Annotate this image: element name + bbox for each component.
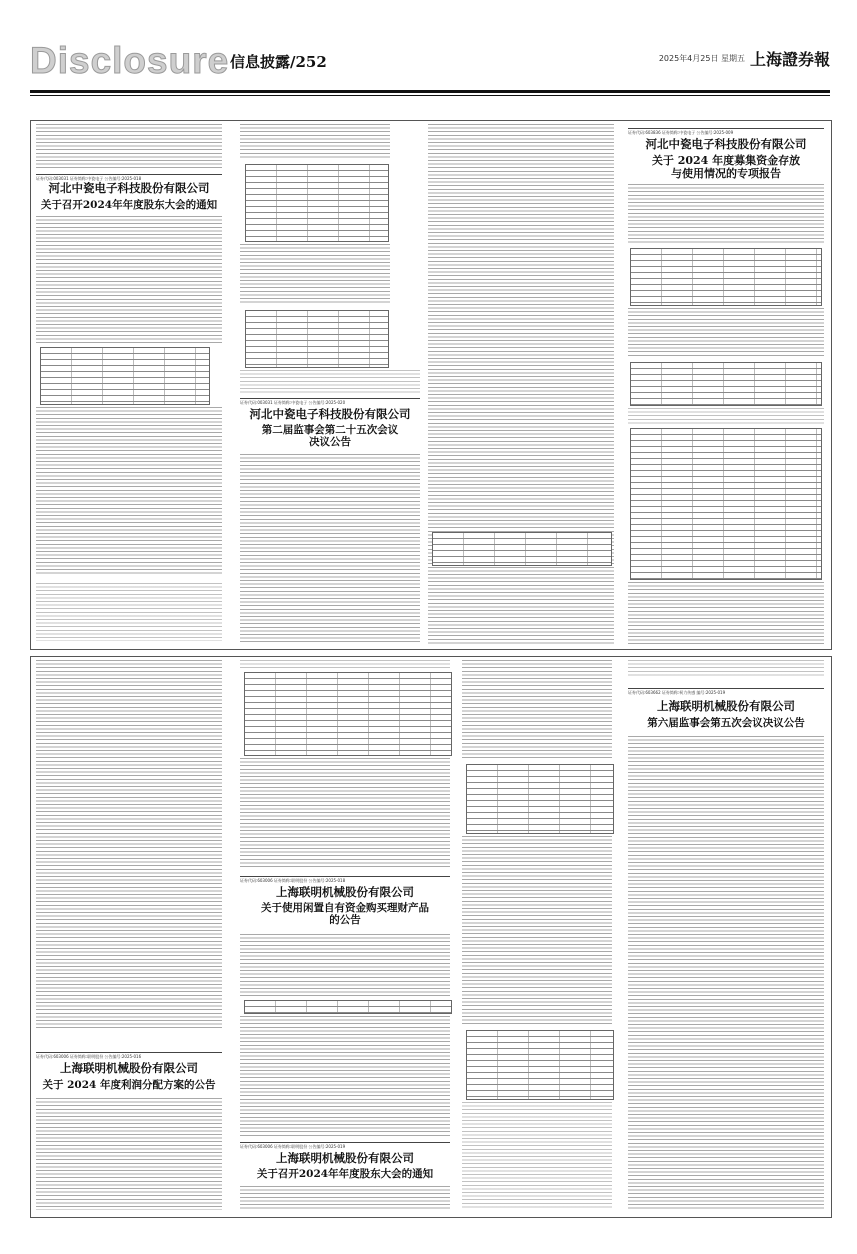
proposal-table xyxy=(40,347,210,405)
text-block xyxy=(36,216,222,344)
proposal-table xyxy=(466,764,614,834)
announcement-title: 关于召开2024年年度股东大会的通知 xyxy=(40,199,218,211)
divider xyxy=(36,1052,222,1053)
masthead xyxy=(30,38,830,88)
newspaper-name: 上海證券報 xyxy=(749,50,830,69)
text-block xyxy=(628,582,824,644)
title-line: 第二届监事会第二十五次会议 xyxy=(261,424,399,436)
text-block xyxy=(628,308,824,356)
proxy-form-table xyxy=(245,310,389,368)
stock-header: 证券代码:603836 证券简称:中瓷电子 公告编号:2025-009 xyxy=(628,130,734,135)
text-block xyxy=(36,1098,222,1210)
text-block xyxy=(628,184,824,244)
fund-usage-table xyxy=(432,532,612,566)
divider xyxy=(628,688,824,689)
divider xyxy=(240,398,420,399)
disclosure-brand: Disclosure xyxy=(30,40,230,81)
account-table xyxy=(630,362,822,406)
text-block xyxy=(628,408,824,424)
announcement-company: 河北中瓷电子科技股份有限公司 xyxy=(48,181,210,195)
divider xyxy=(240,1142,450,1143)
proxy-form-table xyxy=(466,1030,614,1100)
text-block xyxy=(628,736,824,1210)
text-block xyxy=(36,124,222,169)
announcement-company: 上海联明机械股份有限公司 xyxy=(657,699,795,713)
text-block xyxy=(240,244,390,304)
section-title: 信息披露/252 xyxy=(230,53,327,71)
stock-header: 证券代码:003031 证券简称:中瓷电子 公告编号:2025-020 xyxy=(240,400,346,405)
text-block xyxy=(628,660,824,678)
product-table xyxy=(244,1000,452,1014)
stock-header: 证券代码:603006 证券简称:联明股份 公告编号:2025-018 xyxy=(240,878,346,883)
announcement-company: 河北中瓷电子科技股份有限公司 xyxy=(645,137,807,151)
masthead-rule xyxy=(30,90,830,93)
announcement-title: 关于 2024 年度利润分配方案的公告 xyxy=(42,1079,216,1091)
text-block xyxy=(36,407,222,575)
text-block xyxy=(240,934,450,996)
text-block xyxy=(240,1016,450,1136)
text-block xyxy=(428,124,614,644)
text-block xyxy=(240,454,420,644)
stock-header: 证券代码:603006 证券简称:联明股份 公告编号:2025-016 xyxy=(36,1054,142,1059)
financial-data-table xyxy=(244,672,452,756)
stock-header: 证券代码:603662 证券简称:柯力传感 编号:2025-019 xyxy=(628,690,726,695)
issue-date: 2025年4月25日 星期五 xyxy=(658,54,745,63)
title-line: 的公告 xyxy=(329,914,361,927)
text-block xyxy=(240,660,450,668)
text-block xyxy=(462,660,612,760)
announcement-title: 关于召开2024年年度股东大会的通知 xyxy=(256,1168,434,1180)
divider xyxy=(240,876,450,877)
title-line: 与使用情况的专项报告 xyxy=(671,166,781,180)
masthead-rule-thin xyxy=(30,95,830,96)
announcement-title xyxy=(626,155,826,180)
text-block xyxy=(240,758,450,868)
text-block xyxy=(36,583,222,641)
text-block xyxy=(240,124,390,160)
announcement-title xyxy=(240,424,420,448)
announcement-title: 第六届监事会第五次会议决议公告 xyxy=(647,717,805,729)
proposal-table xyxy=(245,164,389,242)
announcement-company: 上海联明机械股份有限公司 xyxy=(276,885,414,899)
title-line: 决议公告 xyxy=(309,436,351,449)
stock-header: 证券代码:603006 证券简称:联明股份 公告编号:2025-019 xyxy=(240,1144,346,1149)
fund-usage-comparison-table xyxy=(630,428,822,580)
fund-balance-table xyxy=(630,248,822,306)
divider xyxy=(628,128,824,129)
announcement-company: 上海联明机械股份有限公司 xyxy=(60,1061,198,1075)
title-line: 关于 2024 年度募集资金存放 xyxy=(651,154,801,167)
text-block xyxy=(462,836,612,1026)
text-block xyxy=(240,1186,450,1210)
announcement-company: 上海联明机械股份有限公司 xyxy=(276,1151,414,1165)
divider xyxy=(36,174,222,175)
stock-header: 证券代码:003031 证券简称:中瓷电子 公告编号:2025-018 xyxy=(36,176,142,181)
announcement-title xyxy=(240,902,450,926)
text-block xyxy=(36,660,222,1030)
text-block xyxy=(240,370,420,394)
text-block xyxy=(462,1102,612,1210)
announcement-company: 河北中瓷电子科技股份有限公司 xyxy=(249,407,411,421)
title-line: 关于使用闲置自有资金购买理财产品 xyxy=(261,902,429,914)
